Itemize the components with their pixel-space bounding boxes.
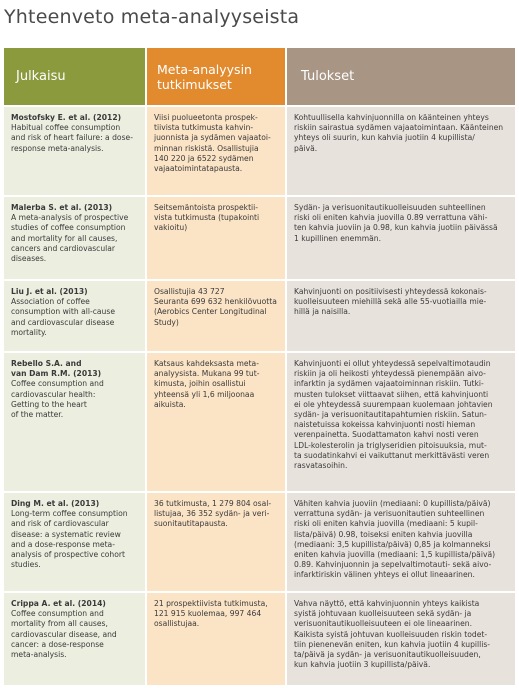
table-row [4, 107, 515, 195]
summary-table [4, 48, 515, 685]
publication-author: Liu J. et al. (2013) [11, 287, 88, 296]
results-cell: Sydän- ja verisuonitautikuolleisuuden suhteellinen riski oli eniten kahvia juovilla 0.89 verrattuna vähi- ten kahvia juoviin ja 0.98, kun kahvia juotiin päivässä 1 kupillinen enemmän. [287, 197, 515, 279]
header-meta-analyysin-tutkimukset: Meta-analyysin tutkimukset [147, 48, 285, 105]
header-tulokset: Tulokset [287, 48, 515, 105]
results-cell: Kahvinjuonti on positiivisesti yhteydessä kokonais- kuolleisuuteen miehillä sekä alle 55-vuotiailla mie- hillä ja naisilla. [287, 281, 515, 351]
publication-author: Malerba S. et al. (2013) [11, 203, 113, 212]
publication-title: Habitual coffee consumption and risk of heart failure: a dose- response meta-analysis. [11, 123, 133, 153]
studies-cell: Katsaus kahdeksasta meta- analyysista. Mukana 99 tut- kimusta, joihin osallistui yhteensä yli 1,6 miljoonaa aikuista. [147, 353, 285, 491]
publication-title: Association of coffee consumption with all-cause and cardiovascular disease mortality. [11, 297, 115, 337]
results-cell: Kohtuullisella kahvinjuonnilla on käänteinen yhteys riskiin sairastua sydämen vajaatoimintaan. Käänteinen yhteys oli suurin, kun kahvia juotiin 4 kupillista/ päivä. [287, 107, 515, 195]
publication-cell [4, 493, 145, 591]
publication-cell [4, 593, 145, 685]
studies-cell: 21 prospektiivista tutkimusta, 121 915 kuolemaa, 997 464 osallistujaa. [147, 593, 285, 685]
publication-cell [4, 197, 145, 279]
publication-cell [4, 281, 145, 351]
studies-cell: Osallistujia 43 727 Seuranta 699 632 henkilövuotta (Aerobics Center Longitudinal Study) [147, 281, 285, 351]
table-row [4, 281, 515, 351]
table-header [4, 48, 515, 105]
publication-title: Long-term coffee consumption and risk of cardiovascular disease: a systematic review and a dose-response meta- analysis of prospective cohort studies. [11, 509, 128, 570]
publication-author: Crippa A. et al. (2014) [11, 599, 106, 608]
studies-cell: 36 tutkimusta, 1 279 804 osal- listujaa, 36 352 sydän- ja veri- suonitautitapausta. [147, 493, 285, 591]
publication-cell [4, 107, 145, 195]
results-cell: Vahva näyttö, että kahvinjuonnin yhteys kaikista syistä johtuvaan kuolleisuuteen sekä sydän- ja verisuonitautikuolleisuuteen ei ole lineaarinen. Kaikista syistä johtuvan kuolleisuuden riskin todet- tiin pienenevän eniten, kun kahvia juotiin 4 kupillis- ta/päivä ja sydän- ja verisuonitautikuolleisuuden, kun kahvia juotiin 3 kupillista/päivä. [287, 593, 515, 685]
page-title: Yhteenveto meta-analyyseista [4, 6, 300, 28]
publication-title: Coffee consumption and mortality from all causes, cardiovascular disease, and cancer: a dose-response meta-analysis. [11, 609, 117, 660]
publication-author: Mostofsky E. et al. (2012) [11, 113, 122, 122]
results-cell: Kahvinjuonti ei ollut yhteydessä sepelvaltimotaudin riskiin ja oli heikosti yhteydessä pienempään aivo- infarktin ja sydämen vajaatoiminnan riskiin. Tutki- musten tulokset viittaavat siihen, että kahvinjuonti ei ole yhteydessä suurempaan kuolemaan johtavien sydän- ja verisuonitautitapahtumien riskiin. Satun- naistetuissa kokeissa kahvinjuonti nosti hieman verenpainetta. Suodattamaton kahvi nosti veren LDL-kolesterolin ja triglyseridien pitoisuuksia, mut- ta suodatinkahvi ei vaikuttanut merkittävästi veren rasvatasoihin. [287, 353, 515, 491]
publication-title: A meta-analysis of prospective studies of coffee consumption and mortality for all causes, cancers and cardiovascular diseases. [11, 213, 129, 264]
studies-cell: Viisi puolueetonta prospek- tiivista tutkimusta kahvin- juonnista ja sydämen vajaatoi- minnan riskistä. Osallistujia 140 220 ja 6522 sydämen vajaatoimintatapausta. [147, 107, 285, 195]
publication-author: Ding M. et al. (2013) [11, 499, 100, 508]
publication-cell [4, 353, 145, 491]
table-row [4, 593, 515, 685]
table-row [4, 197, 515, 279]
publication-title: Coffee consumption and cardiovascular health: Getting to the heart of the matter. [11, 379, 104, 420]
header-julkaisu: Julkaisu [4, 48, 145, 105]
table-row [4, 493, 515, 591]
publication-author: Rebello S.A. and van Dam R.M. (2013) [11, 359, 102, 379]
results-cell: Vähiten kahvia juoviin (mediaani: 0 kupillista/päivä) verrattuna sydän- ja verisuonitautien suhteellinen riski oli eniten kahvia juovilla (mediaani: 5 kupil- lista/päivä) 0.98, toiseksi eniten kahvia juovilla (mediaani: 3,5 kupillista/päivä) 0,85 ja kolmanneksi eniten kahvia juovilla (mediaani: 1,5 kupillista/päivä) 0.89. Kahvinjuonnin ja sepelvaltimotauti- sekä aivo- infarktiriskin välinen yhteys ei ollut lineaarinen. [287, 493, 515, 591]
studies-cell: Seitsemäntoista prospektii- vista tutkimusta (tupakointi vakioitu) [147, 197, 285, 279]
table-row [4, 353, 515, 491]
